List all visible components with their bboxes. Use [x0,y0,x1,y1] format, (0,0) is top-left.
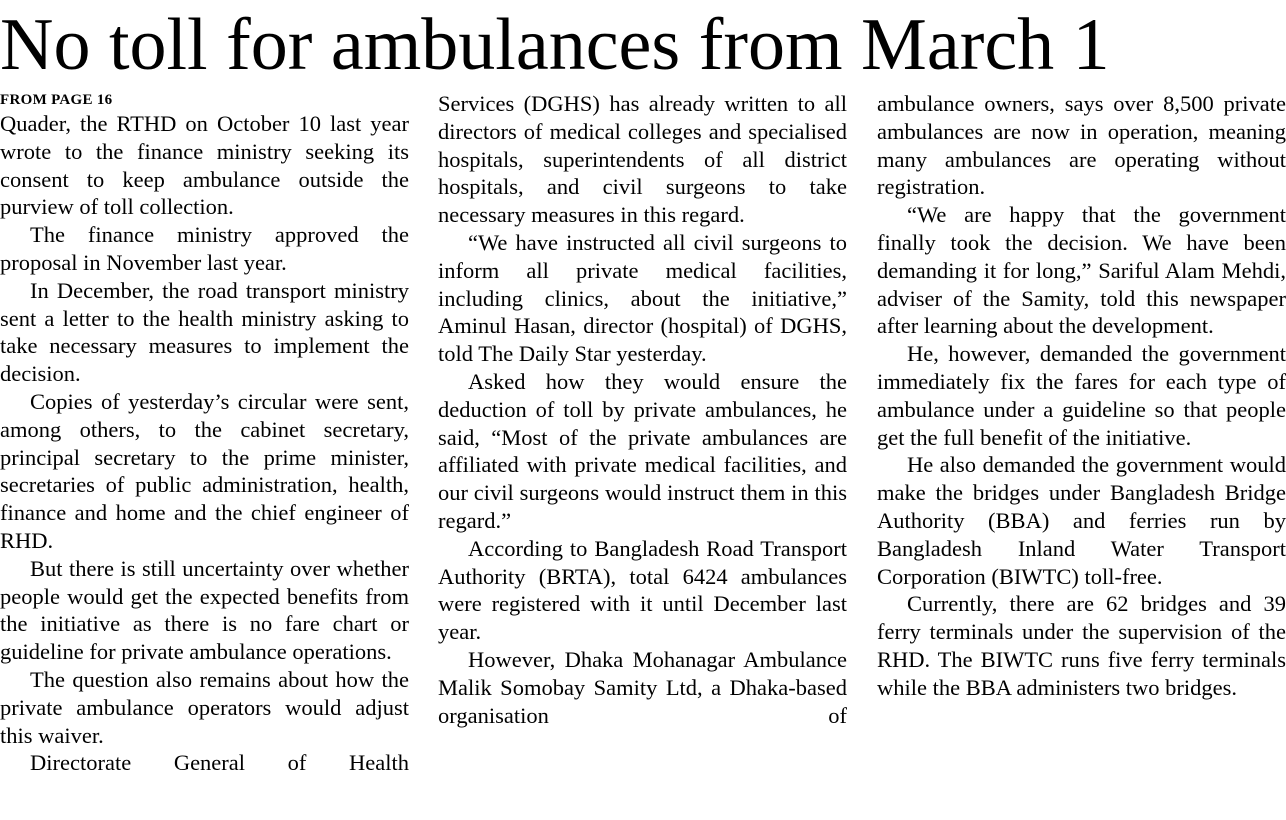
body-paragraph: Currently, there are 62 bridges and 39 ferry terminals under the supervision of the RHD. The BIWTC runs five ferry terminals while the BBA administers two bridges. [877,591,1286,700]
article-column-1 [0,90,409,777]
body-paragraph: The question also remains about how the private ambulance operators would adjust this waiver. [0,666,409,748]
body-paragraph: Copies of yesterday’s circular were sent, among others, to the cabinet secretary, principal secretary to the prime minister, secretaries of public administration, health, finance and home and the chief engineer of RHD. [0,388,409,553]
continuation-label: FROM PAGE 16 [0,92,113,108]
body-paragraph: “We are happy that the government finally took the decision. We have been demanding it for long,” Sariful Alam Mehdi, adviser of the Samity, told this newspaper after learning about the development. [877,202,1286,339]
body-paragraph: Asked how they would ensure the deduction of toll by private ambulances, he said, “Most of the private ambulances are affiliated with private medical facilities, and our civil surgeons would instruct them in this regard.” [438,368,847,533]
article-column-2 [438,90,847,729]
body-paragraph: The finance ministry approved the proposal in November last year. [0,222,409,275]
body-paragraph: Directorate General of Health [30,750,409,776]
body-paragraph: Quader, the RTHD on October 10 last year wrote to the finance ministry seeking its consent to keep ambulance outside the purview of toll collection. [0,111,409,220]
body-paragraph: But there is still uncertainty over whether people would get the expected benefits from the initiative as there is no fare chart or guideline for private ambulance operations. [0,555,409,665]
body-paragraph: ambulance owners, says over 8,500 private ambulances are now in operation, meaning many ambulances are operating without registration. [877,91,1286,200]
body-paragraph: In December, the road transport ministry sent a letter to the health ministry asking to take necessary measures to implement the decision. [0,277,409,387]
body-paragraph: Services (DGHS) has already written to all directors of medical colleges and specialised hospitals, superintendents of all district hospitals, and civil surgeons to take necessary measures in this regard. [438,91,847,228]
body-paragraph: “We have instructed all civil surgeons to inform all private medical facilities, including clinics, about the initiative,” Aminul Hasan, director (hospital) of DGHS, told The Daily Star yesterday. [438,229,847,367]
article-body [0,90,1286,820]
body-paragraph: According to Bangladesh Road Transport Authority (BRTA), total 6424 ambulances were registered with it until December last year. [438,535,847,645]
body-paragraph: He also demanded the government would make the bridges under Bangladesh Bridge Authority (BBA) and ferries run by Bangladesh Inland Water Transport Corporation (BIWTC) toll-free. [877,452,1286,589]
body-paragraph: He, however, demanded the government immediately fix the fares for each type of ambulance under a guideline so that people get the full benefit of the initiative. [877,341,1286,450]
article-headline: No toll for ambulances from March 1 [0,4,1110,86]
article-column-3 [877,90,1286,702]
body-paragraph: However, Dhaka Mohanagar Ambulance Malik Somobay Samity Ltd, a Dhaka-based organisation of [438,646,847,728]
